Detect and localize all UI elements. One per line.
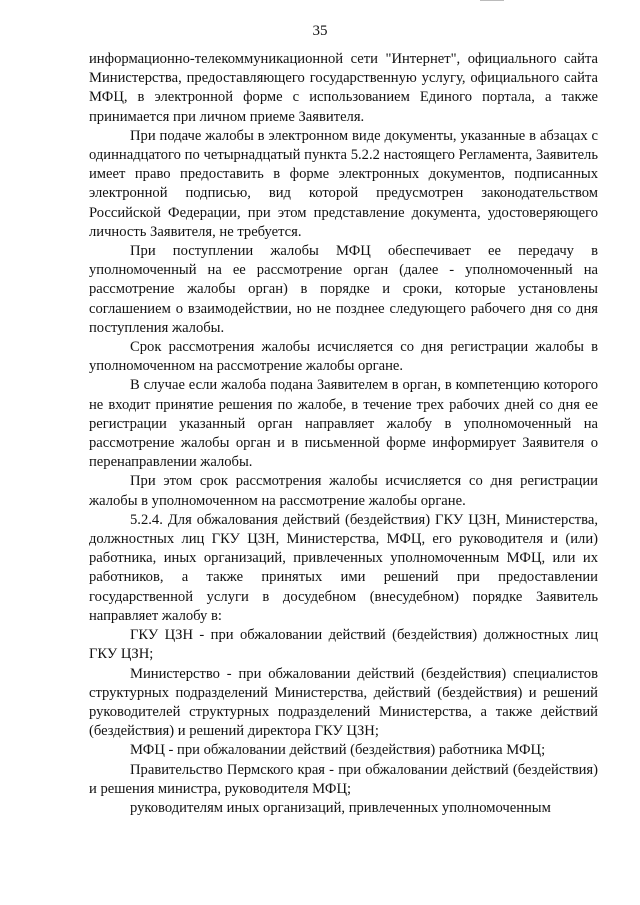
paragraph-8: ГКУ ЦЗН - при обжаловании действий (бездействия) должностных лиц ГКУ ЦЗН; (89, 627, 598, 663)
scan-mark (480, 0, 504, 1)
paragraph-12: руководителям иных организаций, привлеченных уполномоченным (130, 799, 551, 816)
paragraph-9: Министерство - при обжаловании действий (бездействия) специалистов структурных подразделений Министерства, действий (бездействия) и решений руководителей структурных подразделений Министерства, а также действий (бездействия) и решений директора ГКУ ЦЗН; (89, 665, 598, 740)
body-text (89, 50, 598, 818)
paragraph-7: 5.2.4. Для обжалования действий (бездействия) ГКУ ЦЗН, Министерства, должностных лиц ГКУ ЦЗН, Министерства, МФЦ, его руководителя и (или) работника, иных организаций, привлеченных уполномоченным МФЦ, или их работников, а также принятых ими решений при предоставлении государственной услуги в досудебном (внесудебном) порядке Заявитель направляет жалобу в: (89, 511, 598, 624)
paragraph-2: При подаче жалобы в электронном виде документы, указанные в абзацах с одиннадцатого по четырнадцатый пункта 5.2.2 настоящего Регламента, Заявитель имеет право предоставить в форме электронных документов, подписанных электронной подписью, вид которой предусмотрен законодательством Российской Федерации, при этом представление документа, удостоверяющего личность Заявителя, не требуется. (89, 127, 598, 240)
paragraph-6: При этом срок рассмотрения жалобы исчисляется со дня регистрации жалобы в уполномоченном на рассмотрение жалобы органе. (89, 473, 598, 509)
paragraph-5: В случае если жалоба подана Заявителем в орган, в компетенцию которого не входит принятие решения по жалобе, в течение трех рабочих дней со дня ее регистрации указанный орган направляет жалобу в уполномоченный на рассмотрение жалобы орган и в письменной форме информирует Заявителя о перенаправлении жалобы. (89, 377, 598, 471)
paragraph-3: При поступлении жалобы МФЦ обеспечивает ее передачу в уполномоченный на ее рассмотрение орган (далее - уполномоченный на рассмотрение жалобы орган) в порядке и сроки, которые установлены соглашением о взаимодействии, но не позднее следующего рабочего дня со дня поступления жалобы. (89, 243, 598, 336)
page-number: 35 (312, 23, 328, 39)
paragraph-10: МФЦ - при обжаловании действий (бездействия) работника МФЦ; (130, 742, 546, 759)
paragraph-4: Срок рассмотрения жалобы исчисляется со дня регистрации жалобы в уполномоченном на рассмотрение жалобы органе. (89, 339, 598, 375)
paragraph-11: Правительство Пермского края - при обжаловании действий (бездействия) и решения министра, руководителя МФЦ; (89, 761, 598, 797)
paragraph-1: информационно-телекоммуникационной сети "Интернет", официального сайта Министерства, предоставляющего государственную услугу, официального сайта МФЦ, в электронной форме с использованием Единого портала, а также принимается при личном приеме Заявителя. (89, 51, 598, 125)
